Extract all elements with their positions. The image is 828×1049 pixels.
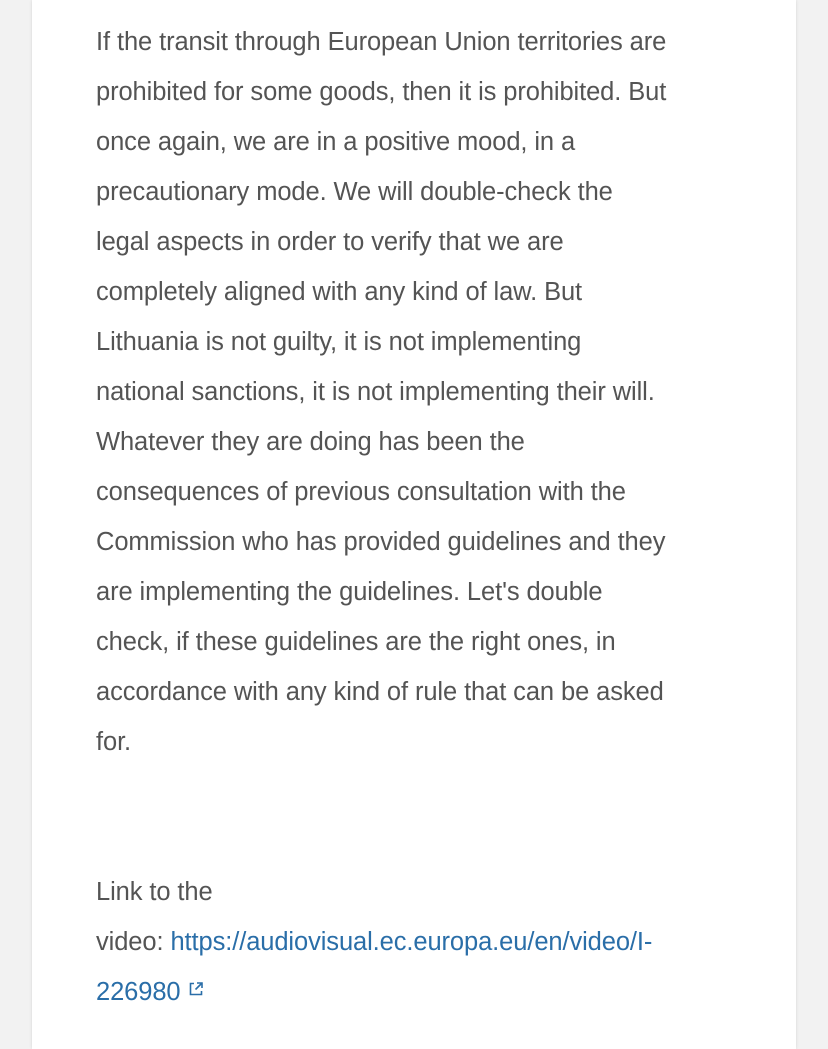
- external-link-icon: [187, 980, 205, 998]
- video-link-url-part1: https://audiovisual.ec.europa.eu/en/video/I-: [170, 928, 653, 956]
- link-label-line1: Link to the: [96, 878, 213, 906]
- video-link[interactable]: [96, 928, 652, 1006]
- quote-block: [96, 17, 738, 767]
- article-body: [96, 17, 738, 1017]
- video-link-url-part2: 226980: [96, 978, 181, 1006]
- quote-paragraph: If the transit through European Union territories are prohibited for some goods, then it is prohibited. But once again, we are in a positive mood, in a precautionary mode. We will double-check the legal aspects in order to verify that we are completely aligned with any kind of law. But Lithuania is not guilty, it is not implementing national sanctions, it is not implementing their will. Whatever they are doing has been the consequences of previous consultation with the Commission who has provided guidelines and they are implementing the guidelines. Let's double check, if these guidelines are the right ones, in accordance with any kind of rule that can be asked for.: [96, 28, 667, 756]
- link-label-line2: video:: [96, 928, 164, 956]
- video-link-paragraph: [96, 867, 738, 1017]
